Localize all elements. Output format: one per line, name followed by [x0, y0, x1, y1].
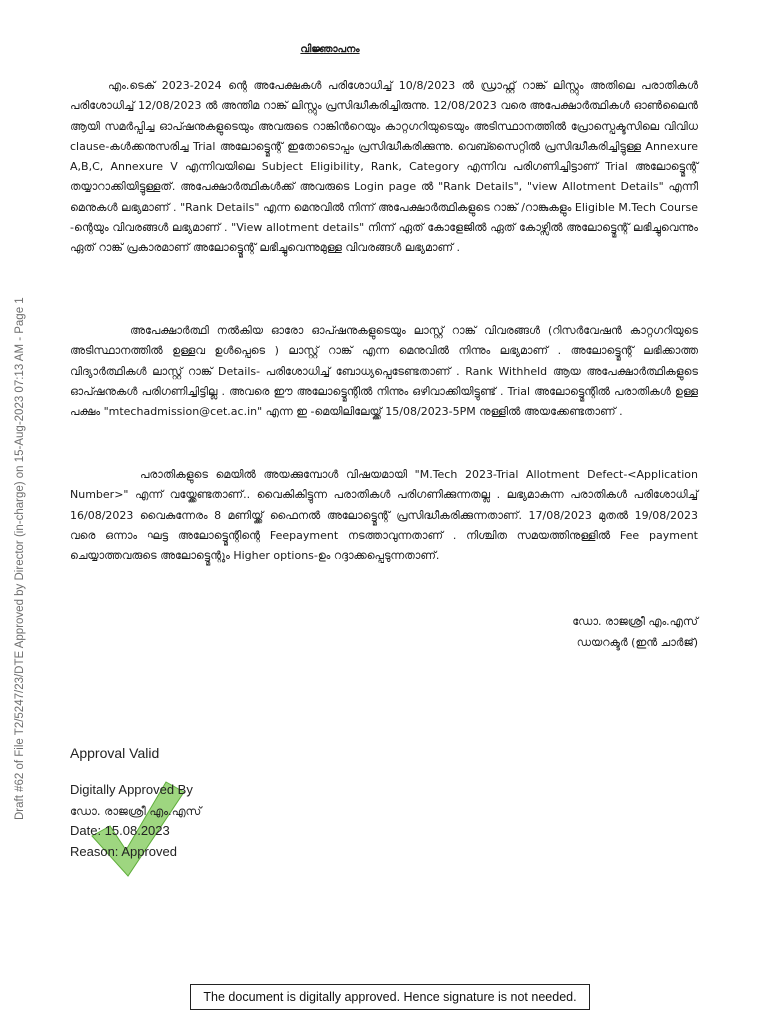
- digital-approval-note: The document is digitally approved. Hence signature is not needed.: [190, 984, 590, 1010]
- paragraph-complaints: പരാതികളുടെ മെയിൽ അയക്കുമ്പോൾ വിഷയമായി "M.Tech 2023-Trial Allotment Defect-<Application Number>" എന്ന് വയ്ക്കേണ്ടതാണ്.. വൈകികിട്ടുന്ന പരാതികൾ പരിഗണിക്കുന്നതല്ല . ലഭ്യമാകുന്ന പരാതികൾ പരിശോധിച്ച് 16/08/2023 വൈകുന്നേരം 8 മണിയ്ക്ക് ഫൈനൽ അലോട്ട്മെന്റ് പ്രസിദ്ധീകരിക്കുന്നതാണ്. 17/08/2023 മുതൽ 19/08/2023 വരെ ഒന്നാം ഘട്ട അലോട്ട്മെന്റിന്റെ Feepayment നടത്താവുന്നതാണ് . നിശ്ചിത സമയത്തിനുള്ളിൽ Fee payment ചെയ്യാത്തവരുടെ അലോട്ട്മെന്റും Higher options-ഉം റദ്ദാക്കപ്പെടുന്നതാണ്.: [70, 468, 698, 563]
- approver-name: ഡോ. രാജശ്രീ എം.എസ്: [70, 803, 202, 818]
- approved-by-label: Digitally Approved By: [70, 782, 193, 797]
- approval-details: [70, 780, 201, 862]
- signatory-name: ഡോ. രാജശ്രീ എം.എസ്: [572, 615, 698, 628]
- paragraph-allotment-intro: എം.ടെക് 2023-2024 ന്റെ അപേക്ഷകൾ പരിശോധിച്ച് 10/8/2023 ൽ ഡ്രാഫ്റ്റ് റാങ്ക് ലിസ്റ്റും അതിലെ പരാതികൾ പരിശോധിച്ച് 12/08/2023 ൽ അന്തിമ റാങ്ക് ലിസ്റ്റും പ്രസിദ്ധീകരിച്ചിരുന്നു. 12/08/2023 വരെ അപേക്ഷാർത്ഥികൾ ഓൺലൈൻ ആയി സമർപ്പിച്ച ഓപ്ഷനുകളുടെയും അവരുടെ റാങ്കിൻറെയും കാറ്റഗറിയുടെയും അടിസ്ഥാനത്തിൽ പ്രോസ്പെക്ടസിലെ വിവിധ clause-കൾക്കനുസരിച്ച Trial അലോട്ട്മെന്റ് ഇതോടൊപ്പം പ്രസിദ്ധീകരിക്കുന്നു. വെബ്സൈറ്റിൽ പ്രസിദ്ധീകരിച്ചിട്ടുള്ള Annexure A,B,C, Annexure V എന്നിവയിലെ Subject Eligibility, Rank, Category എന്നിവ പരിഗണിച്ചിട്ടാണ് Trial അലോട്ട്മെന്റ് തയ്യാറാക്കിയിട്ടുള്ളത്. അപേക്ഷാർത്ഥികൾക്ക് അവരുടെ Login page ൽ "Rank Details", "view Allotment Details" എന്നീ മെനുകൾ ലഭ്യമാണ് . "Rank Details" എന്ന മെനുവിൽ നിന്ന് അപേക്ഷാർത്ഥികളുടെ റാങ്ക് /റാങ്കുകളും Eligible M.Tech Course -ന്റെയും വിവരങ്ങൾ ലഭ്യമാണ് . "View allotment details" നിന്ന് ഏത് കോളേജിൽ ഏത് കോഴ്സിൽ അലോട്ട്മെന്റ് ലഭിച്ചുവെന്നും ഏത് റാങ്ക് പ്രകാരമാണ് അലോട്ട്മെന്റ് ലഭിച്ചുവെന്നുമുള്ള വിവരങ്ങൾ ലഭ്യമാണ് .: [70, 79, 698, 255]
- approval-reason: Reason: Approved: [70, 843, 177, 859]
- approval-date: Date: 15.08.2023: [70, 823, 170, 838]
- paragraph-last-rank: അപേക്ഷാർത്ഥി നൽകിയ ഓരോ ഓപ്ഷനുകളുടെയും ലാസ്റ്റ് റാങ്ക് വിവരങ്ങൾ (റിസർവേഷൻ കാറ്റഗറിയുടെ അടിസ്ഥാനത്തിൽ ഉള്ളവ ഉൾപ്പെടെ ) ലാസ്റ്റ് റാങ്ക് എന്ന മെനുവിൽ നിന്നും ലഭ്യമാണ് . അലോട്ട്മെന്റ് ലഭിക്കാത്ത വിദ്യാർത്ഥികൾ ലാസ്റ്റ് റാങ്ക് Details- പരിശോധിച്ച് ബോധ്യപ്പെടേണ്ടതാണ് . Rank Withheld ആയ അപേക്ഷാർത്ഥികളുടെ ഓപ്ഷനുകൾ പരിഗണിച്ചിട്ടില്ല . അവരെ ഈ അലോട്ട്മെന്റിൽ നിന്നും ഒഴിവാക്കിയിട്ടുണ്ട് . Trial അലോട്ട്മെന്റിൽ പരാതികൾ ഉള്ള പക്ഷം "mtechadmission@cet.ac.in" എന്ന ഇ -മെയിലിലേയ്ക്ക് 15/08/2023-5PM നുള്ളിൽ അയക്കേണ്ടതാണ് .: [70, 324, 698, 419]
- signatory-designation: ഡയറക്ടർ (ഇൻ ചാർജ്): [576, 636, 698, 649]
- approval-valid-heading: Approval Valid: [70, 745, 160, 761]
- document-title: വിജ്ഞാപനം: [300, 44, 360, 55]
- file-approval-stamp: Draft #62 of File T2/5247/23/DTE Approved by Director (in-charge) on 15-Aug-2023 07:13 AM - Page 1: [14, 297, 26, 820]
